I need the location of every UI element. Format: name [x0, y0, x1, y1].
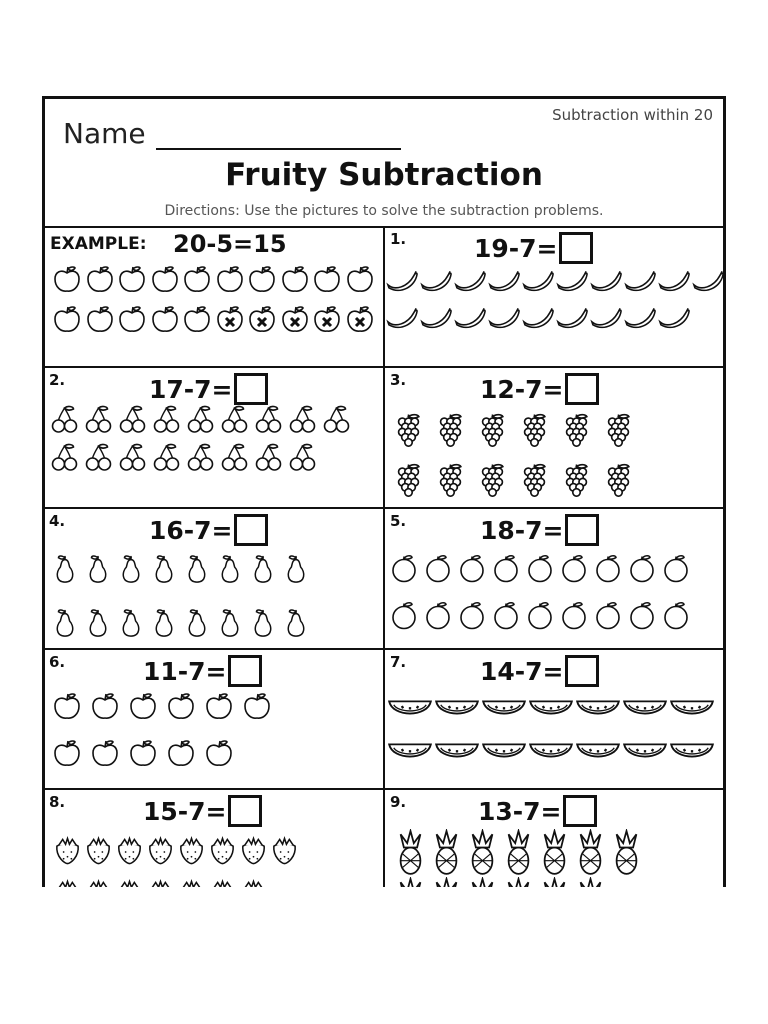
equation-text: 12-7= [480, 374, 564, 404]
apple-icon [312, 263, 342, 301]
problem-equation [480, 655, 599, 687]
cherry-icon [286, 404, 319, 440]
banana-icon [658, 303, 691, 337]
problem-cell [386, 510, 725, 649]
watermelon-icon [623, 694, 667, 722]
banana-icon [522, 303, 555, 337]
watermelon-icon [482, 737, 526, 765]
grapes-icon [561, 410, 592, 452]
apple-icon [52, 737, 82, 775]
orange-icon [593, 600, 623, 637]
problem-equation [143, 655, 262, 687]
pineapple-icon [394, 829, 427, 881]
pear-icon [282, 547, 310, 595]
pear-icon [51, 547, 79, 595]
problem-number: 5. [390, 512, 407, 530]
strawberry-icon [115, 877, 144, 887]
strawberry-icon [177, 834, 206, 872]
answer-box[interactable] [559, 232, 593, 264]
banana-icon [386, 266, 419, 300]
orange-icon [389, 600, 419, 637]
problem-number: 8. [49, 793, 66, 811]
grapes-icon [477, 460, 508, 502]
crossed-apple-icon [312, 303, 342, 341]
grapes-icon [603, 410, 634, 452]
watermelon-icon [623, 737, 667, 765]
cherry-icon [184, 404, 217, 440]
problem-equation [143, 795, 262, 827]
problem-number: 1. [390, 230, 407, 248]
cherry-icon [48, 442, 81, 478]
pear-icon [249, 601, 277, 649]
problem-cell [386, 651, 725, 790]
cherry-icon [218, 404, 251, 440]
pineapple-icon [502, 877, 535, 887]
problem-equation [480, 373, 599, 405]
problem-cell [386, 791, 725, 887]
problem-cell [45, 369, 384, 508]
crossed-apple-icon [345, 303, 375, 341]
banana-icon [624, 303, 657, 337]
apple-icon [90, 690, 120, 728]
grapes-icon [435, 460, 466, 502]
topic-label: Subtraction within 20 [552, 106, 713, 124]
banana-icon [488, 303, 521, 337]
orange-icon [423, 553, 453, 590]
cherry-icon [116, 404, 149, 440]
watermelon-icon [482, 694, 526, 722]
apple-icon [280, 263, 310, 301]
pineapple-icon [466, 877, 499, 887]
strawberry-icon [84, 877, 113, 887]
pineapple-icon [466, 829, 499, 881]
banana-icon [454, 266, 487, 300]
strawberry-icon [84, 834, 113, 872]
cherry-icon [150, 442, 183, 478]
problem-number: 7. [390, 653, 407, 671]
page-title: Fruity Subtraction [225, 157, 543, 193]
problem-number: 4. [49, 512, 66, 530]
problem-equation [478, 795, 597, 827]
orange-icon [661, 600, 691, 637]
cherry-icon [48, 404, 81, 440]
problem-cell [45, 651, 384, 790]
apple-icon [182, 263, 212, 301]
orange-icon [457, 600, 487, 637]
equation-text: 19-7= [474, 233, 558, 263]
orange-icon [559, 600, 589, 637]
pear-icon [183, 547, 211, 595]
example-cell [45, 228, 384, 367]
banana-icon [454, 303, 487, 337]
apple-icon [52, 263, 82, 301]
name-label: Name [63, 117, 146, 150]
cherry-icon [116, 442, 149, 478]
apple-icon [150, 263, 180, 301]
grapes-icon [393, 460, 424, 502]
strawberry-icon [177, 877, 206, 887]
problem-cell [386, 228, 725, 367]
watermelon-icon [576, 737, 620, 765]
equation-text: 16-7= [149, 515, 233, 545]
watermelon-icon [670, 694, 714, 722]
cherry-icon [252, 404, 285, 440]
answer-box[interactable] [565, 373, 599, 405]
banana-icon [386, 303, 419, 337]
banana-icon [658, 266, 691, 300]
pineapple-icon [538, 877, 571, 887]
apple-icon [128, 690, 158, 728]
apple-icon [52, 690, 82, 728]
equation-text: 13-7= [478, 796, 562, 826]
strawberry-icon [115, 834, 144, 872]
problem-cell [45, 510, 384, 649]
equation-text: 18-7= [480, 515, 564, 545]
answer-box[interactable] [234, 373, 268, 405]
apple-icon [128, 737, 158, 775]
equation-text: 14-7= [480, 656, 564, 686]
pear-icon [150, 547, 178, 595]
grapes-icon [603, 460, 634, 502]
cherry-icon [82, 404, 115, 440]
pear-icon [51, 601, 79, 649]
problem-equation [149, 514, 268, 546]
problem-number: 2. [49, 371, 66, 389]
banana-icon [556, 303, 589, 337]
apple-icon [150, 303, 180, 341]
pear-icon [84, 547, 112, 595]
apple-icon [215, 263, 245, 301]
banana-icon [692, 266, 725, 300]
apple-icon [204, 690, 234, 728]
crossed-apple-icon [247, 303, 277, 341]
pear-icon [150, 601, 178, 649]
apple-icon [242, 690, 272, 728]
orange-icon [661, 553, 691, 590]
crossed-apple-icon [280, 303, 310, 341]
apple-icon [85, 303, 115, 341]
orange-icon [423, 600, 453, 637]
pear-icon [183, 601, 211, 649]
pear-icon [216, 547, 244, 595]
banana-icon [590, 303, 623, 337]
watermelon-icon [576, 694, 620, 722]
strawberry-icon [239, 877, 268, 887]
pineapple-icon [394, 877, 427, 887]
watermelon-icon [388, 694, 432, 722]
banana-icon [556, 266, 589, 300]
watermelon-icon [435, 694, 479, 722]
grapes-icon [393, 410, 424, 452]
problem-equation [474, 232, 593, 264]
strawberry-icon [146, 877, 175, 887]
grapes-icon [435, 410, 466, 452]
cherry-icon [252, 442, 285, 478]
pineapple-icon [430, 877, 463, 887]
apple-icon [85, 263, 115, 301]
answer-box[interactable] [228, 655, 262, 687]
cherry-icon [82, 442, 115, 478]
cherry-icon [218, 442, 251, 478]
pear-icon [117, 547, 145, 595]
pineapple-icon [574, 877, 607, 887]
apple-icon [345, 263, 375, 301]
answer-box[interactable] [565, 655, 599, 687]
grapes-icon [519, 410, 550, 452]
orange-icon [627, 553, 657, 590]
orange-icon [525, 600, 555, 637]
pear-icon [282, 601, 310, 649]
pear-icon [117, 601, 145, 649]
strawberry-icon [270, 834, 299, 872]
pineapple-icon [430, 829, 463, 881]
grapes-icon [561, 460, 592, 502]
apple-icon [182, 303, 212, 341]
pineapple-icon [538, 829, 571, 881]
apple-icon [90, 737, 120, 775]
problem-number: 9. [390, 793, 407, 811]
pear-icon [249, 547, 277, 595]
orange-icon [389, 553, 419, 590]
orange-icon [491, 553, 521, 590]
apple-icon [52, 303, 82, 341]
apple-icon [166, 690, 196, 728]
apple-icon [117, 303, 147, 341]
example-equation: 20-5=15 [173, 230, 287, 258]
grapes-icon [477, 410, 508, 452]
problem-number: 3. [390, 371, 407, 389]
apple-icon [117, 263, 147, 301]
apple-icon [247, 263, 277, 301]
apple-icon [204, 737, 234, 775]
answer-box[interactable] [234, 514, 268, 546]
equation-text: 17-7= [149, 374, 233, 404]
pineapple-icon [574, 829, 607, 881]
problem-cell [386, 369, 725, 508]
strawberry-icon [53, 834, 82, 872]
pear-icon [216, 601, 244, 649]
banana-icon [420, 303, 453, 337]
worksheet [42, 96, 726, 887]
strawberry-icon [53, 877, 82, 887]
problem-cell [45, 791, 384, 887]
watermelon-icon [388, 737, 432, 765]
answer-box[interactable] [228, 795, 262, 827]
orange-icon [491, 600, 521, 637]
cherry-icon [320, 404, 353, 440]
pineapple-icon [502, 829, 535, 881]
strawberry-icon [239, 834, 268, 872]
problem-equation [149, 373, 268, 405]
watermelon-icon [529, 694, 573, 722]
grapes-icon [519, 460, 550, 502]
watermelon-icon [435, 737, 479, 765]
banana-icon [488, 266, 521, 300]
crossed-apple-icon [215, 303, 245, 341]
banana-icon [522, 266, 555, 300]
answer-box[interactable] [565, 514, 599, 546]
strawberry-icon [208, 834, 237, 872]
pear-icon [84, 601, 112, 649]
pineapple-icon [610, 829, 643, 881]
problem-equation [480, 514, 599, 546]
directions-text: Directions: Use the pictures to solve the subtraction problems. [164, 203, 604, 219]
problem-number: 6. [49, 653, 66, 671]
banana-icon [420, 266, 453, 300]
watermelon-icon [670, 737, 714, 765]
cherry-icon [150, 404, 183, 440]
example-label: EXAMPLE: [50, 234, 147, 254]
strawberry-icon [146, 834, 175, 872]
answer-box[interactable] [563, 795, 597, 827]
orange-icon [593, 553, 623, 590]
orange-icon [559, 553, 589, 590]
banana-icon [624, 266, 657, 300]
cherry-icon [286, 442, 319, 478]
banana-icon [590, 266, 623, 300]
apple-icon [166, 737, 196, 775]
equation-text: 15-7= [143, 796, 227, 826]
orange-icon [525, 553, 555, 590]
cherry-icon [184, 442, 217, 478]
orange-icon [627, 600, 657, 637]
orange-icon [457, 553, 487, 590]
strawberry-icon [208, 877, 237, 887]
equation-text: 11-7= [143, 656, 227, 686]
watermelon-icon [529, 737, 573, 765]
